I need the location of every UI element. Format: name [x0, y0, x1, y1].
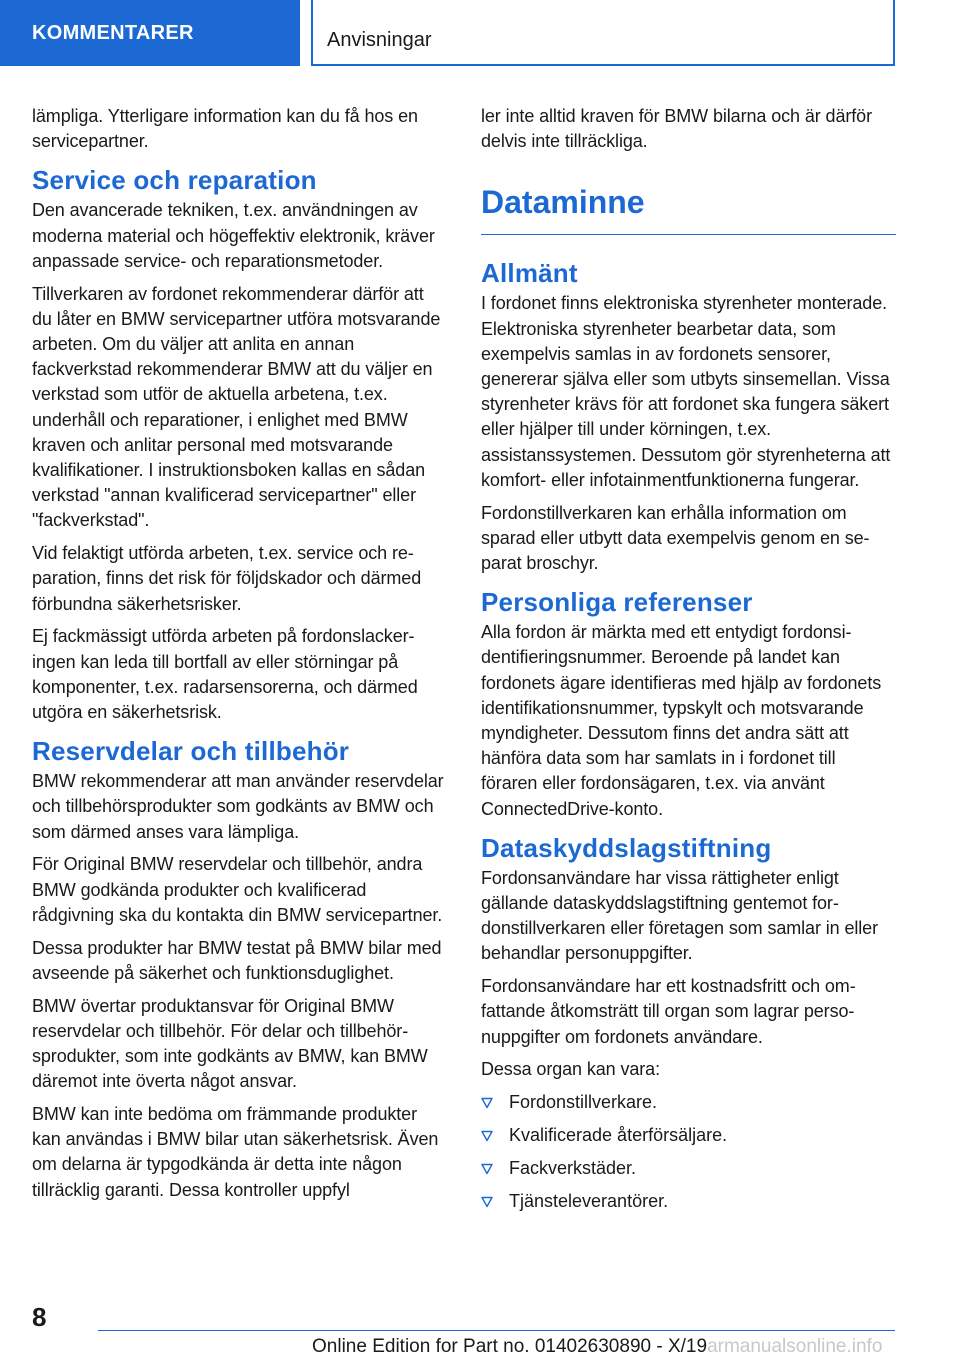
paragraph: BMW kan inte bedöma om främmande produkter kan användas i BMW bilar utan säkerhetsrisk. Även om delarna är typgodkända är detta inte någon tillräcklig garanti. Dessa kontroller uppfyl	[32, 1104, 439, 1200]
footer-divider	[98, 1330, 895, 1331]
paragraph: Dessa produkter har BMW testat på BMW bilar med avseende på säkerhet och funktionsduglighet.	[32, 937, 442, 983]
list-item	[481, 1123, 896, 1148]
triangle-bullet-icon	[481, 1196, 493, 1208]
intro-text: ler inte alltid kraven för BMW bilarna och är därför delvis inte tillräckliga.	[481, 106, 872, 152]
paragraph: För Original BMW reservdelar och tillbehör, andra BMW godkända produkter och kvalificerad rådgivning ska du kontakta din BMW servicepartner.	[32, 854, 443, 925]
bullet-list	[481, 1090, 896, 1214]
paragraph: Fordonstillverkaren kan erhålla information om sparad eller utbytt data exempelvis genom en separat broschyr.	[481, 502, 870, 574]
section-heading-personal: Personliga referenser	[481, 587, 753, 618]
paragraph: Tillverkaren av fordonet rekommenderar därför att du låter en BMW servicepartner utföra motsvarande arbeten. Om du väljer att anlita en annan fackverkstad rekommenderar BMW att du väljer en verkstad som utför de aktuella arbetena, t.ex. underhåll och reparationer, i enlighet med BMW kraven och anlitar personal med motsvarande kvalifikationer. I instruktionsboken kallas en sådan verkstad "annan kvalificerad servicepartner" eller "fackverkstad".	[32, 283, 441, 531]
list-item-label: Fackverkstäder.	[509, 1157, 637, 1178]
chapter-title: Anvisningar	[311, 0, 895, 66]
paragraph: Alla fordon är märkta med ett entydigt fordonsidentifieringsnummer. Beroende på landet kan fordonets ägare identifieras med hjälp av fordonets identifikationsnummer, typskylt och motsvarande myndigheter. Dessutom finns det andra sätt att hänföra data som har samlats in i fordonet till föraren eller fordonsägaren, t.ex. via använt ConnectedDrive-konto.	[481, 622, 882, 819]
section-tab: KOMMENTARER	[0, 0, 300, 66]
paragraph: Fordonsanvändare har ett kostnadsfritt och omfattande åtkomsträtt till organ som lagrar personuppgifter om fordonets användare.	[481, 976, 856, 1047]
list-item	[481, 1189, 896, 1214]
list-item	[481, 1156, 896, 1181]
paragraph: I fordonet finns elektroniska styrenheter monterade. Elektroniska styrenheter bearbetar data, som exempelvis samlas in av fordonets sensorer, genererar själva eller som utbyts sinsemellan. Vissa styrenheter krävs för att fordonet ska fungera säkert eller hjälper till under körningen, t.ex. assistanssystemen. Dessutom gör styrenheterna att komfort- eller infotainmentfunktionerna fungerar.	[481, 293, 891, 490]
watermark-text: armanualsonline.info	[707, 1336, 883, 1357]
list-item-label: Fordonstillverkare.	[509, 1092, 658, 1113]
triangle-bullet-icon	[481, 1130, 493, 1142]
page-header	[0, 0, 960, 66]
paragraph: Dessa organ kan vara:	[481, 1059, 660, 1080]
triangle-bullet-icon	[481, 1163, 493, 1175]
section-heading-general: Allmänt	[481, 258, 578, 289]
paragraph: BMW rekommenderar att man använder reservdelar och tillbehörsprodukter som godkänts av BMW och som därmed anses vara lämpliga.	[32, 771, 444, 842]
section-heading-privacy: Dataskyddslagstiftning	[481, 832, 772, 863]
chapter-heading-dataminne: Dataminne	[481, 184, 896, 235]
right-column	[481, 104, 896, 1221]
paragraph: BMW övertar produktansvar för Original BMW reservdelar och tillbehör. För delar och tillbehörsprodukter, som inte godkänts av BMW, kan BMW däremot inte överta något ansvar.	[32, 995, 428, 1092]
edition-text: Online Edition for Part no. 01402630890 - X/19	[312, 1336, 708, 1357]
paragraph: Den avancerade tekniken, t.ex. användningen av moderna material och högeffektiv elektronik, kräver anpassade service- och reparationsmetoder.	[32, 200, 435, 271]
footer-edition	[312, 1336, 882, 1358]
list-item-label: Tjänsteleverantörer.	[509, 1190, 669, 1211]
intro-text: lämpliga. Ytterligare information kan du få hos en servicepartner.	[32, 106, 418, 152]
section-heading-service: Service och reparation	[32, 165, 317, 196]
paragraph: Fordonsanvändare har vissa rättigheter enligt gällande dataskyddslagstiftning gentemot fordonstillverkaren eller företagen som samlar in eller behandlar personuppgifter.	[481, 867, 878, 964]
paragraph: Ej fackmässigt utförda arbeten på fordonslackeringen kan leda till bortfall av eller störningar på komponenter, t.ex. radarsensorerna, och därmed utgöra en säkerhetsrisk.	[32, 626, 418, 723]
section-heading-parts: Reservdelar och tillbehör	[32, 736, 350, 767]
paragraph: Vid felaktigt utförda arbeten, t.ex. service och reparation, finns det risk för följdskador och därmed förbundna säkerhetsrisker.	[32, 543, 422, 614]
left-column	[32, 104, 447, 1210]
page-number: 8	[32, 1302, 47, 1332]
list-item-label: Kvalificerade återförsäljare.	[509, 1125, 728, 1146]
list-item	[481, 1090, 896, 1115]
triangle-bullet-icon	[481, 1097, 493, 1109]
